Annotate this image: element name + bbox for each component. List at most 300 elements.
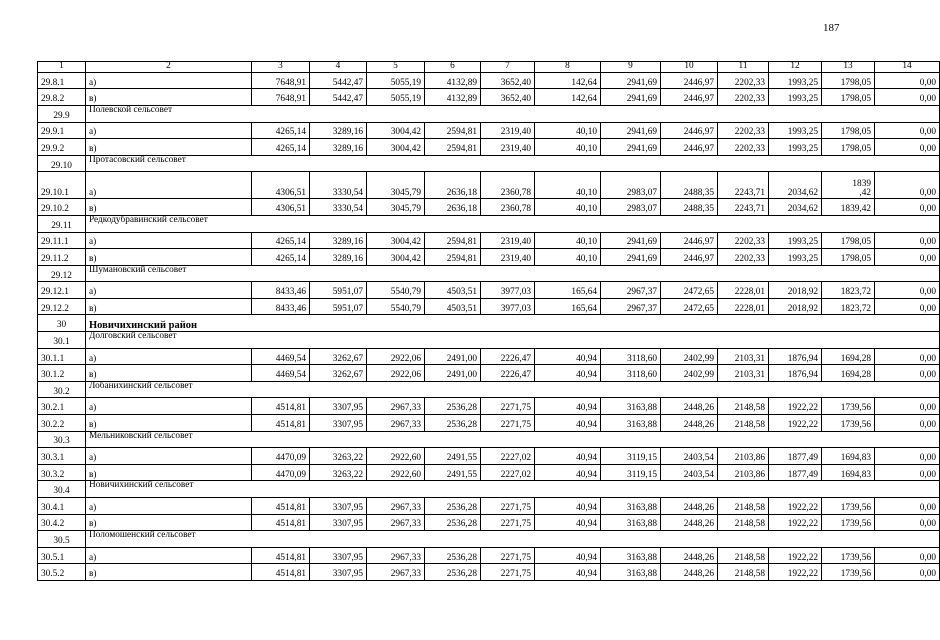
value-cell-col-13: 1798,05 xyxy=(822,139,875,156)
value-cell-col-4: 5951,07 xyxy=(310,298,367,315)
value-cell-col-8: 165,64 xyxy=(535,298,601,315)
row-id: 29.12 xyxy=(38,265,86,282)
value-cell-col-8: 40,94 xyxy=(535,415,601,432)
value-cell-col-7: 2226,47 xyxy=(481,348,535,365)
value-cell-col-14: 0,00 xyxy=(875,547,940,564)
row-id: 29.11.1 xyxy=(38,232,86,249)
section-row xyxy=(38,381,940,398)
row-sublabel: в) xyxy=(86,139,252,156)
table-header-row xyxy=(38,62,940,73)
value-cell-col-5: 2967,33 xyxy=(367,564,425,581)
value-cell-col-7: 2360,78 xyxy=(481,199,535,216)
value-cell-col-10: 2403,54 xyxy=(661,464,718,481)
value-cell-col-11: 2202,33 xyxy=(718,249,769,266)
value-cell-col-9: 3163,88 xyxy=(601,415,661,432)
value-cell-col-6: 2491,00 xyxy=(425,365,481,382)
value-cell-col-12: 1876,94 xyxy=(769,348,822,365)
value-cell-col-3: 4265,14 xyxy=(252,232,310,249)
value-cell-col-11: 2103,86 xyxy=(718,464,769,481)
value-cell-col-12: 2034,62 xyxy=(769,172,822,199)
value-cell-col-3: 8433,46 xyxy=(252,282,310,299)
value-cell-col-6: 2491,55 xyxy=(425,464,481,481)
value-cell-col-5: 5540,79 xyxy=(367,282,425,299)
value-cell-col-6: 2594,81 xyxy=(425,232,481,249)
table-row xyxy=(38,232,940,249)
value-cell-col-10: 2472,65 xyxy=(661,298,718,315)
value-cell-col-6: 2636,18 xyxy=(425,172,481,199)
section-row xyxy=(38,265,940,282)
value-cell-col-14: 0,00 xyxy=(875,448,940,465)
row-id: 30.3 xyxy=(38,431,86,448)
value-cell-col-12: 2018,92 xyxy=(769,298,822,315)
value-cell-col-7: 2271,75 xyxy=(481,498,535,515)
section-name: Протасовский сельсовет xyxy=(86,155,940,172)
value-cell-col-5: 2922,06 xyxy=(367,365,425,382)
row-id: 29.9 xyxy=(38,105,86,122)
table-row xyxy=(38,89,940,106)
section-name: Новичихинский сельсовет xyxy=(86,481,940,498)
value-cell-col-12: 2034,62 xyxy=(769,199,822,216)
row-sublabel: а) xyxy=(86,172,252,199)
value-cell-col-14: 0,00 xyxy=(875,365,940,382)
row-id: 30.3.2 xyxy=(38,464,86,481)
district-name: Новичихинский район xyxy=(86,315,940,332)
row-sublabel: в) xyxy=(86,464,252,481)
value-cell-col-11: 2148,58 xyxy=(718,398,769,415)
value-cell-col-4: 3307,95 xyxy=(310,547,367,564)
column-header-7: 7 xyxy=(481,62,535,73)
value-cell-col-11: 2202,33 xyxy=(718,89,769,106)
row-id: 29.10.1 xyxy=(38,172,86,199)
value-cell-col-14: 0,00 xyxy=(875,122,940,139)
value-cell-col-8: 40,94 xyxy=(535,564,601,581)
value-cell-col-11: 2148,58 xyxy=(718,415,769,432)
value-cell-col-4: 3263,22 xyxy=(310,448,367,465)
value-cell-col-7: 2226,47 xyxy=(481,365,535,382)
value-cell-col-14: 0,00 xyxy=(875,298,940,315)
value-cell-col-6: 2491,55 xyxy=(425,448,481,465)
table-row xyxy=(38,448,940,465)
row-id: 30.2.2 xyxy=(38,415,86,432)
row-sublabel: в) xyxy=(86,514,252,531)
column-header-14: 14 xyxy=(875,62,940,73)
value-cell-col-6: 2536,28 xyxy=(425,498,481,515)
value-cell-col-8: 40,94 xyxy=(535,398,601,415)
value-cell-col-10: 2446,97 xyxy=(661,232,718,249)
value-cell-col-3: 4514,81 xyxy=(252,564,310,581)
value-cell-col-6: 2594,81 xyxy=(425,139,481,156)
value-cell-col-8: 142,64 xyxy=(535,89,601,106)
column-header-3: 3 xyxy=(252,62,310,73)
value-cell-col-10: 2488,35 xyxy=(661,172,718,199)
value-cell-col-5: 3045,79 xyxy=(367,172,425,199)
value-cell-col-3: 4514,81 xyxy=(252,415,310,432)
value-cell-col-13: 1823,72 xyxy=(822,282,875,299)
value-cell-col-7: 2271,75 xyxy=(481,564,535,581)
value-cell-col-13: 1798,05 xyxy=(822,232,875,249)
value-cell-col-11: 2148,58 xyxy=(718,547,769,564)
value-cell-col-13: 1694,28 xyxy=(822,365,875,382)
value-cell-col-12: 1993,25 xyxy=(769,139,822,156)
value-cell-col-8: 40,94 xyxy=(535,464,601,481)
value-cell-col-14: 0,00 xyxy=(875,72,940,89)
value-cell-col-12: 1876,94 xyxy=(769,365,822,382)
row-sublabel: в) xyxy=(86,199,252,216)
value-cell-col-4: 3307,95 xyxy=(310,415,367,432)
value-cell-col-9: 2941,69 xyxy=(601,122,661,139)
value-cell-col-11: 2228,01 xyxy=(718,298,769,315)
value-cell-col-4: 3289,16 xyxy=(310,232,367,249)
table-row xyxy=(38,172,940,199)
value-cell-col-14: 0,00 xyxy=(875,282,940,299)
value-cell-col-7: 3977,03 xyxy=(481,282,535,299)
table-row xyxy=(38,122,940,139)
column-header-8: 8 xyxy=(535,62,601,73)
value-cell-col-3: 7648,91 xyxy=(252,89,310,106)
value-cell-col-9: 2941,69 xyxy=(601,72,661,89)
value-cell-col-4: 3307,95 xyxy=(310,514,367,531)
value-cell-col-5: 2922,60 xyxy=(367,448,425,465)
table-row xyxy=(38,72,940,89)
value-cell-col-5: 3004,42 xyxy=(367,139,425,156)
row-id: 29.8.2 xyxy=(38,89,86,106)
value-cell-col-8: 40,10 xyxy=(535,199,601,216)
value-cell-col-14: 0,00 xyxy=(875,232,940,249)
value-cell-col-10: 2472,65 xyxy=(661,282,718,299)
value-cell-col-13: 1739,56 xyxy=(822,547,875,564)
value-cell-col-10: 2488,35 xyxy=(661,199,718,216)
value-cell-col-11: 2202,33 xyxy=(718,232,769,249)
value-cell-col-12: 1993,25 xyxy=(769,72,822,89)
value-cell-col-10: 2446,97 xyxy=(661,249,718,266)
row-sublabel: а) xyxy=(86,282,252,299)
value-cell-col-9: 2941,69 xyxy=(601,139,661,156)
column-header-1: 1 xyxy=(38,62,86,73)
value-cell-col-14: 0,00 xyxy=(875,89,940,106)
table-row xyxy=(38,139,940,156)
value-cell-col-4: 3263,22 xyxy=(310,464,367,481)
table-row xyxy=(38,348,940,365)
row-sublabel: а) xyxy=(86,398,252,415)
value-cell-col-7: 2271,75 xyxy=(481,514,535,531)
column-header-10: 10 xyxy=(661,62,718,73)
row-sublabel: а) xyxy=(86,498,252,515)
value-cell-col-8: 40,10 xyxy=(535,172,601,199)
row-id: 29.9.2 xyxy=(38,139,86,156)
value-cell-col-8: 40,10 xyxy=(535,232,601,249)
value-cell-col-5: 2967,33 xyxy=(367,514,425,531)
value-cell-col-8: 40,94 xyxy=(535,448,601,465)
value-cell-col-6: 2636,18 xyxy=(425,199,481,216)
value-cell-col-14: 0,00 xyxy=(875,249,940,266)
value-cell-col-13: 1739,56 xyxy=(822,415,875,432)
value-cell-col-10: 2403,54 xyxy=(661,448,718,465)
section-name: Лобанихинский сельсовет xyxy=(86,381,940,398)
value-cell-col-7: 2319,40 xyxy=(481,122,535,139)
value-cell-col-4: 3262,67 xyxy=(310,365,367,382)
row-id: 29.10.2 xyxy=(38,199,86,216)
section-row xyxy=(38,155,940,172)
section-name: Долговский сельсовет xyxy=(86,332,940,349)
value-cell-col-3: 4306,51 xyxy=(252,172,310,199)
value-cell-col-6: 2491,00 xyxy=(425,348,481,365)
value-cell-col-6: 4503,51 xyxy=(425,298,481,315)
value-cell-col-6: 4132,89 xyxy=(425,89,481,106)
value-cell-col-10: 2448,26 xyxy=(661,514,718,531)
column-header-5: 5 xyxy=(367,62,425,73)
value-cell-col-4: 3307,95 xyxy=(310,564,367,581)
section-name: Шумановский сельсовет xyxy=(86,265,940,282)
value-cell-col-3: 4514,81 xyxy=(252,547,310,564)
table-row xyxy=(38,282,940,299)
value-cell-col-5: 5055,19 xyxy=(367,72,425,89)
value-cell-col-10: 2448,26 xyxy=(661,547,718,564)
table-row xyxy=(38,249,940,266)
table-row xyxy=(38,498,940,515)
page-number: 187 xyxy=(823,22,840,34)
value-cell-col-12: 1993,25 xyxy=(769,122,822,139)
row-id: 29.8.1 xyxy=(38,72,86,89)
value-part: ,42 xyxy=(859,188,871,199)
value-cell-col-5: 2967,33 xyxy=(367,498,425,515)
value-cell-col-5: 5540,79 xyxy=(367,298,425,315)
value-cell-col-8: 40,94 xyxy=(535,547,601,564)
value-cell-col-9: 3163,88 xyxy=(601,514,661,531)
table-row xyxy=(38,564,940,581)
value-cell-col-9: 3118,60 xyxy=(601,348,661,365)
value-cell-col-13: 1739,56 xyxy=(822,498,875,515)
value-cell-col-12: 1922,22 xyxy=(769,547,822,564)
value-cell-col-9: 2941,69 xyxy=(601,249,661,266)
value-cell-col-7: 2319,40 xyxy=(481,249,535,266)
value-cell-col-14: 0,00 xyxy=(875,564,940,581)
row-id: 29.12.2 xyxy=(38,298,86,315)
value-cell-col-12: 1993,25 xyxy=(769,89,822,106)
row-sublabel: а) xyxy=(86,448,252,465)
column-header-6: 6 xyxy=(425,62,481,73)
row-sublabel: в) xyxy=(86,249,252,266)
value-cell-col-3: 4469,54 xyxy=(252,365,310,382)
value-cell-col-14: 0,00 xyxy=(875,398,940,415)
value-cell-col-10: 2446,97 xyxy=(661,72,718,89)
table-row xyxy=(38,547,940,564)
row-id: 30.1 xyxy=(38,332,86,349)
value-cell-col-13: 1839,42 xyxy=(822,199,875,216)
value-cell-col-9: 3163,88 xyxy=(601,564,661,581)
row-sublabel: в) xyxy=(86,298,252,315)
value-cell-col-10: 2446,97 xyxy=(661,89,718,106)
value-cell-col-10: 2448,26 xyxy=(661,415,718,432)
value-cell-col-13: 1739,56 xyxy=(822,564,875,581)
value-cell-col-5: 3004,42 xyxy=(367,249,425,266)
value-cell-col-7: 3652,40 xyxy=(481,89,535,106)
value-cell-col-13: 1739,56 xyxy=(822,514,875,531)
value-cell-col-13: 1798,05 xyxy=(822,89,875,106)
value-cell-col-12: 1922,22 xyxy=(769,398,822,415)
row-sublabel: а) xyxy=(86,547,252,564)
row-id: 30.1.1 xyxy=(38,348,86,365)
value-cell-col-3: 4470,09 xyxy=(252,448,310,465)
row-sublabel: а) xyxy=(86,122,252,139)
row-id: 30.5.2 xyxy=(38,564,86,581)
value-cell-col-4: 3289,16 xyxy=(310,249,367,266)
value-cell-col-3: 4514,81 xyxy=(252,398,310,415)
value-cell-col-14: 0,00 xyxy=(875,498,940,515)
value-cell-col-9: 3163,88 xyxy=(601,547,661,564)
value-cell-col-14: 0,00 xyxy=(875,415,940,432)
value-cell-col-7: 3977,03 xyxy=(481,298,535,315)
table-body xyxy=(38,62,940,581)
value-cell-col-7: 2319,40 xyxy=(481,139,535,156)
value-cell-col-10: 2448,26 xyxy=(661,398,718,415)
value-cell-col-6: 2594,81 xyxy=(425,249,481,266)
value-cell-col-8: 40,10 xyxy=(535,139,601,156)
section-row xyxy=(38,332,940,349)
value-cell-col-12: 1922,22 xyxy=(769,415,822,432)
value-cell-col-3: 7648,91 xyxy=(252,72,310,89)
value-cell-col-8: 40,94 xyxy=(535,348,601,365)
value-cell-col-3: 4470,09 xyxy=(252,464,310,481)
row-id: 29.11 xyxy=(38,215,86,232)
value-cell-col-12: 1993,25 xyxy=(769,232,822,249)
value-cell-col-4: 3262,67 xyxy=(310,348,367,365)
value-cell-col-7: 2319,40 xyxy=(481,232,535,249)
value-cell-col-13: 1694,83 xyxy=(822,448,875,465)
value-cell-col-10: 2402,99 xyxy=(661,348,718,365)
row-id: 30.2.1 xyxy=(38,398,86,415)
value-cell-col-3: 4265,14 xyxy=(252,139,310,156)
row-sublabel: а) xyxy=(86,72,252,89)
value-cell-col-13: 1694,28 xyxy=(822,348,875,365)
value-cell-col-4: 5442,47 xyxy=(310,89,367,106)
value-cell-col-8: 40,10 xyxy=(535,249,601,266)
value-cell-col-9: 2983,07 xyxy=(601,199,661,216)
value-cell-col-9: 2967,37 xyxy=(601,298,661,315)
value-cell-col-11: 2103,31 xyxy=(718,365,769,382)
value-cell-col-11: 2103,86 xyxy=(718,448,769,465)
row-id: 29.9.1 xyxy=(38,122,86,139)
value-cell-col-13: 1798,05 xyxy=(822,249,875,266)
table-row xyxy=(38,464,940,481)
value-cell-col-8: 40,94 xyxy=(535,498,601,515)
value-cell-col-13 xyxy=(822,172,875,199)
value-cell-col-10: 2448,26 xyxy=(661,564,718,581)
value-cell-col-12: 1922,22 xyxy=(769,514,822,531)
row-sublabel: в) xyxy=(86,89,252,106)
value-cell-col-11: 2148,58 xyxy=(718,514,769,531)
value-cell-col-4: 3330,54 xyxy=(310,172,367,199)
value-cell-col-5: 2922,06 xyxy=(367,348,425,365)
column-header-4: 4 xyxy=(310,62,367,73)
value-cell-col-9: 3119,15 xyxy=(601,448,661,465)
value-cell-col-8: 40,94 xyxy=(535,365,601,382)
section-name: Редкодубравинский сельсовет xyxy=(86,215,940,232)
value-cell-col-8: 40,94 xyxy=(535,514,601,531)
section-row xyxy=(38,105,940,122)
value-cell-col-3: 4469,54 xyxy=(252,348,310,365)
table-row xyxy=(38,365,940,382)
value-cell-col-3: 4306,51 xyxy=(252,199,310,216)
value-cell-col-6: 2594,81 xyxy=(425,122,481,139)
row-sublabel: в) xyxy=(86,365,252,382)
value-cell-col-11: 2243,71 xyxy=(718,199,769,216)
value-cell-col-9: 2983,07 xyxy=(601,172,661,199)
value-cell-col-11: 2228,01 xyxy=(718,282,769,299)
section-row xyxy=(38,531,940,548)
value-cell-col-8: 40,10 xyxy=(535,122,601,139)
value-cell-col-5: 5055,19 xyxy=(367,89,425,106)
value-cell-col-11: 2202,33 xyxy=(718,122,769,139)
value-cell-col-6: 2536,28 xyxy=(425,564,481,581)
tariff-table xyxy=(37,61,940,581)
value-cell-col-5: 3045,79 xyxy=(367,199,425,216)
row-id: 30.1.2 xyxy=(38,365,86,382)
value-cell-col-10: 2402,99 xyxy=(661,365,718,382)
value-cell-col-7: 3652,40 xyxy=(481,72,535,89)
row-id: 30.5.1 xyxy=(38,547,86,564)
value-cell-col-11: 2148,58 xyxy=(718,498,769,515)
value-cell-col-14: 0,00 xyxy=(875,464,940,481)
value-cell-col-11: 2243,71 xyxy=(718,172,769,199)
value-cell-col-3: 4265,14 xyxy=(252,122,310,139)
value-cell-col-10: 2446,97 xyxy=(661,122,718,139)
value-cell-col-5: 2967,33 xyxy=(367,547,425,564)
value-cell-col-12: 1877,49 xyxy=(769,464,822,481)
value-cell-col-5: 2967,33 xyxy=(367,415,425,432)
column-header-13: 13 xyxy=(822,62,875,73)
value-cell-col-14: 0,00 xyxy=(875,514,940,531)
value-cell-col-11: 2148,58 xyxy=(718,564,769,581)
section-row xyxy=(38,481,940,498)
row-id: 30.3.1 xyxy=(38,448,86,465)
column-header-12: 12 xyxy=(769,62,822,73)
column-header-9: 9 xyxy=(601,62,661,73)
value-cell-col-3: 4514,81 xyxy=(252,498,310,515)
column-header-11: 11 xyxy=(718,62,769,73)
row-id: 29.10 xyxy=(38,155,86,172)
row-sublabel: а) xyxy=(86,232,252,249)
value-cell-col-9: 3119,15 xyxy=(601,464,661,481)
row-id: 30.5 xyxy=(38,531,86,548)
row-id: 29.12.1 xyxy=(38,282,86,299)
value-cell-col-7: 2227,02 xyxy=(481,448,535,465)
row-id: 30.4.1 xyxy=(38,498,86,515)
value-cell-col-3: 4265,14 xyxy=(252,249,310,266)
value-cell-col-11: 2202,33 xyxy=(718,139,769,156)
section-row xyxy=(38,215,940,232)
value-cell-col-6: 2536,28 xyxy=(425,398,481,415)
value-cell-col-7: 2227,02 xyxy=(481,464,535,481)
value-cell-col-7: 2271,75 xyxy=(481,415,535,432)
value-cell-col-4: 3330,54 xyxy=(310,199,367,216)
value-cell-col-13: 1823,72 xyxy=(822,298,875,315)
value-cell-col-6: 4132,89 xyxy=(425,72,481,89)
value-cell-col-14: 0,00 xyxy=(875,139,940,156)
table-row xyxy=(38,415,940,432)
row-id: 30.4 xyxy=(38,481,86,498)
table-row xyxy=(38,298,940,315)
value-cell-col-5: 2967,33 xyxy=(367,398,425,415)
value-cell-col-4: 3289,16 xyxy=(310,122,367,139)
value-cell-col-13: 1739,56 xyxy=(822,398,875,415)
value-cell-col-14: 0,00 xyxy=(875,348,940,365)
value-cell-col-9: 3163,88 xyxy=(601,398,661,415)
value-cell-col-4: 3307,95 xyxy=(310,498,367,515)
value-cell-col-13: 1798,05 xyxy=(822,122,875,139)
value-cell-col-5: 3004,42 xyxy=(367,122,425,139)
value-cell-col-9: 3163,88 xyxy=(601,498,661,515)
value-cell-col-12: 2018,92 xyxy=(769,282,822,299)
